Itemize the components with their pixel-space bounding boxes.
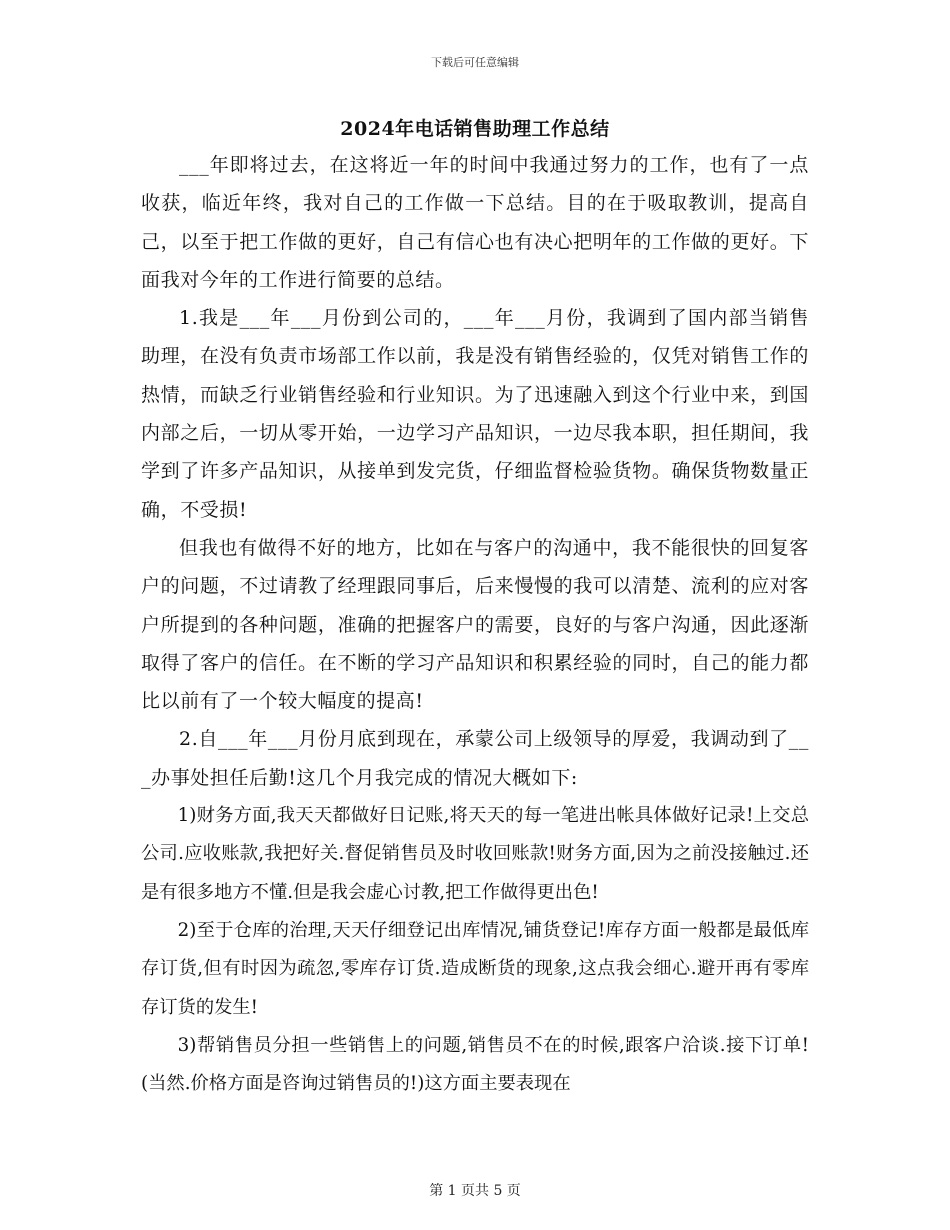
document-title: 2024年电话销售助理工作总结 (340, 118, 610, 140)
document-body (141, 146, 809, 1103)
paragraph-intro: ___年即将过去，在这将近一年的时间中我通过努力的工作，也有了一点收获，临近年终，我对自己的工作做一下总结。目的在于吸取教训，提高自己，以至于把工作做的更好，自己有信心也有决心把明年的工作做的更好。下面我对今年的工作进行简要的总结。 (141, 154, 809, 291)
page-number: 第 1 页共 5 页 (429, 1183, 521, 1199)
paragraph-warehouse: 2)至于仓库的治理,天天仔细登记出库情况,铺货登记!库存方面一般都是最低库存订货,但有时因为疏忽,零库存订货.造成断货的现象,这点我会细心.避开再有零库存订货的发生! (141, 919, 809, 1018)
paragraph-item-2: 2.自___年___月份月底到现在，承蒙公司上级领导的厚爱，我调动到了___办事处担任后勤!这几个月我完成的情况大概如下: (141, 728, 809, 789)
paragraph-sales-support: 3)帮销售员分担一些销售上的问题,销售员不在的时候,跟客户洽谈.接下订单!(当然.价格方面是咨询过销售员的!)这方面主要表现在 (141, 1034, 809, 1095)
paragraph-item-1: 1.我是___年___月份到公司的，___年___月份，我调到了国内部当销售助理，在没有负责市场部工作以前，我是没有销售经验的，仅凭对销售工作的热情，而缺乏行业销售经验和行业知识。为了迅速融入到这个行业中来，到国内部之后，一切从零开始，一边学习产品知识，一边尽我本职，担任期间，我学到了许多产品知识，从接单到发完货，仔细监督检验货物。确保货物数量正确，不受损! (141, 307, 809, 521)
paragraph-shortcomings: 但我也有做得不好的地方，比如在与客户的沟通中，我不能很快的回复客户的问题，不过请教了经理跟同事后，后来慢慢的我可以清楚、流利的应对客户所提到的各种问题，准确的把握客户的需要，良好的与客户沟通，因此逐渐取得了客户的信任。在不断的学习产品知识和积累经验的同时，自己的能力都比以前有了一个较大幅度的提高! (141, 536, 809, 713)
paragraph-finance: 1)财务方面,我天天都做好日记账,将天天的每一笔进出帐具体做好记录!上交总公司.应收账款,我把好关.督促销售员及时收回账款!财务方面,因为之前没接触过.还是有很多地方不懂.但是我会虚心讨教,把工作做得更出色! (141, 805, 809, 903)
header-note: 下载后可任意编辑 (431, 56, 519, 69)
